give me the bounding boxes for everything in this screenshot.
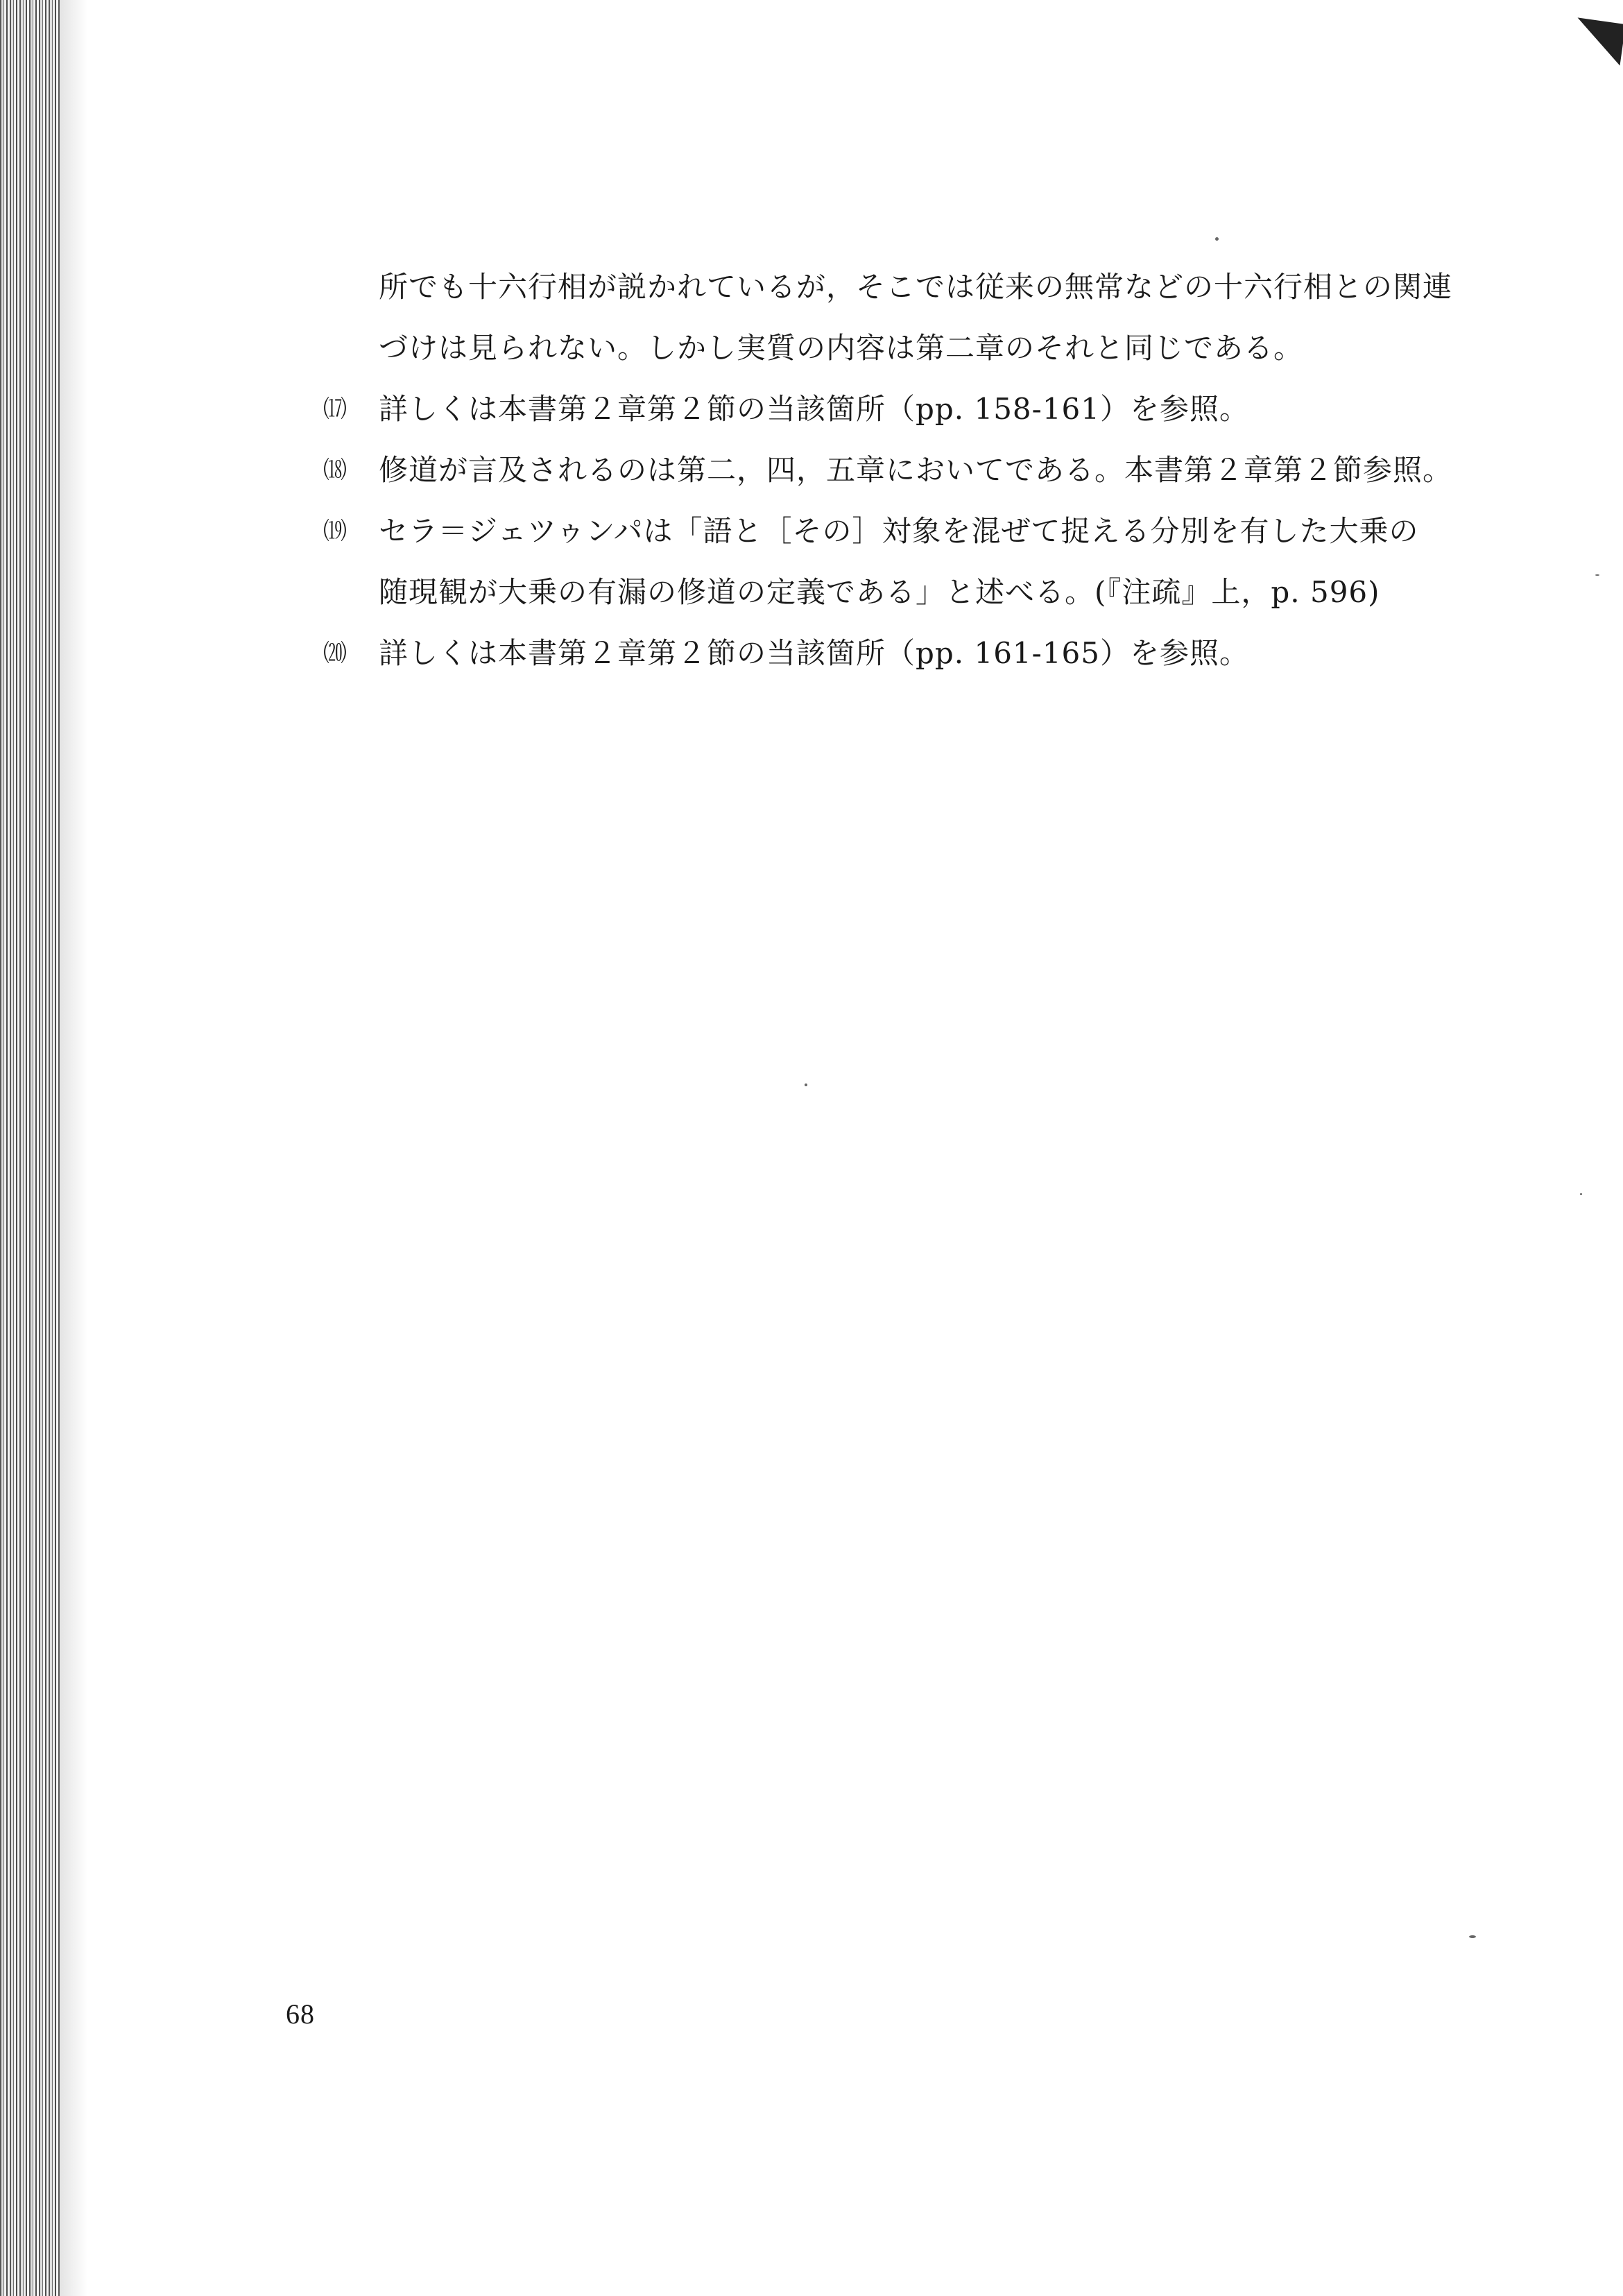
footnote-18: [323, 440, 1519, 501]
scan-speck: [1469, 1935, 1476, 1938]
footnote-number: ⒇: [323, 640, 345, 667]
footnote-text: 修道が言及されるのは第二，四，五章においてである。本書第２章第２節参照。: [379, 453, 1453, 487]
scan-speck: [805, 1083, 807, 1086]
scan-speck: [1595, 574, 1599, 576]
notes-body: [323, 257, 1519, 684]
scan-binding-edge: [0, 0, 60, 2296]
footnote-number: ⒅: [323, 456, 345, 484]
footnote-text: 詳しくは本書第２章第２節の当該箇所（pp. 161-165）を参照。: [379, 636, 1249, 670]
footnote-text: 詳しくは本書第２章第２節の当該箇所（pp. 158-161）を参照。: [379, 392, 1249, 426]
scan-corner-mark: [1572, 17, 1623, 65]
footnote-number: ⒄: [323, 395, 345, 423]
paragraph-line: 所でも十六行相が説かれているが，そこでは従来の無常などの十六行相との関連: [379, 270, 1453, 304]
continued-paragraph: [340, 257, 1519, 379]
footnote-17: [323, 379, 1519, 440]
scan-speck: [1580, 1193, 1582, 1195]
footnote-text: 随現観が大乗の有漏の修道の定義である」と述べる。(『注疏』上，p. 596): [379, 575, 1380, 609]
footnote-20: [323, 623, 1519, 684]
footnote-number: ⒆: [323, 517, 345, 545]
scan-binding-shadow: [60, 0, 87, 2296]
paragraph-line: づけは見られない。しかし実質の内容は第二章のそれと同じである。: [379, 331, 1304, 365]
page-number: 68: [286, 1998, 315, 2030]
footnote-text: セラ＝ジェツゥンパは「語と［その］対象を混ぜて捉える分別を有した大乗の: [379, 514, 1419, 548]
footnote-19: [323, 501, 1519, 623]
scan-speck: [1215, 237, 1219, 241]
